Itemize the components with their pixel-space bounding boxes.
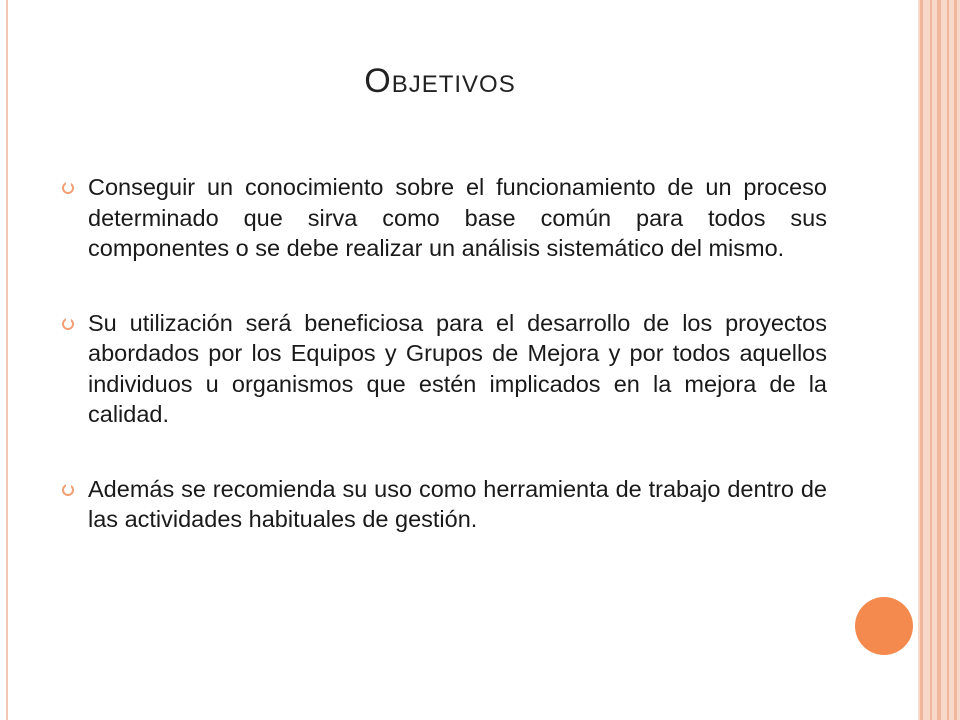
- slide-title: Objetivos: [364, 62, 516, 100]
- bullet-item: [62, 308, 827, 430]
- bullet-item: [62, 474, 827, 535]
- band-stripe: [920, 0, 923, 720]
- bullet-list: [62, 172, 827, 579]
- band-stripe: [954, 0, 957, 720]
- decorative-orange-circle: [855, 597, 913, 655]
- ring-bullet-icon: [62, 484, 74, 496]
- left-frame-line: [6, 0, 8, 720]
- right-decorative-band: [918, 0, 960, 720]
- ring-bullet-icon: [62, 182, 74, 194]
- band-stripe: [930, 0, 932, 720]
- bullet-text: Su utilización será beneficiosa para el desarrollo de los proyectos abordados por los Equipos y Grupos de Mejora y por todos aquellos individuos u organismos que estén implicados en la mejora de la calidad.: [88, 309, 827, 427]
- bullet-item: [62, 172, 827, 264]
- band-stripe: [947, 0, 949, 720]
- bullet-text: Conseguir un conocimiento sobre el funcionamiento de un proceso determinado que sirva como base común para todos sus componentes o se debe realizar un análisis sistemático del mismo.: [88, 174, 827, 261]
- band-stripe: [937, 0, 941, 720]
- bullet-text: Además se recomienda su uso como herramienta de trabajo dentro de las actividades habituales de gestión.: [88, 475, 827, 532]
- ring-bullet-icon: [62, 318, 74, 330]
